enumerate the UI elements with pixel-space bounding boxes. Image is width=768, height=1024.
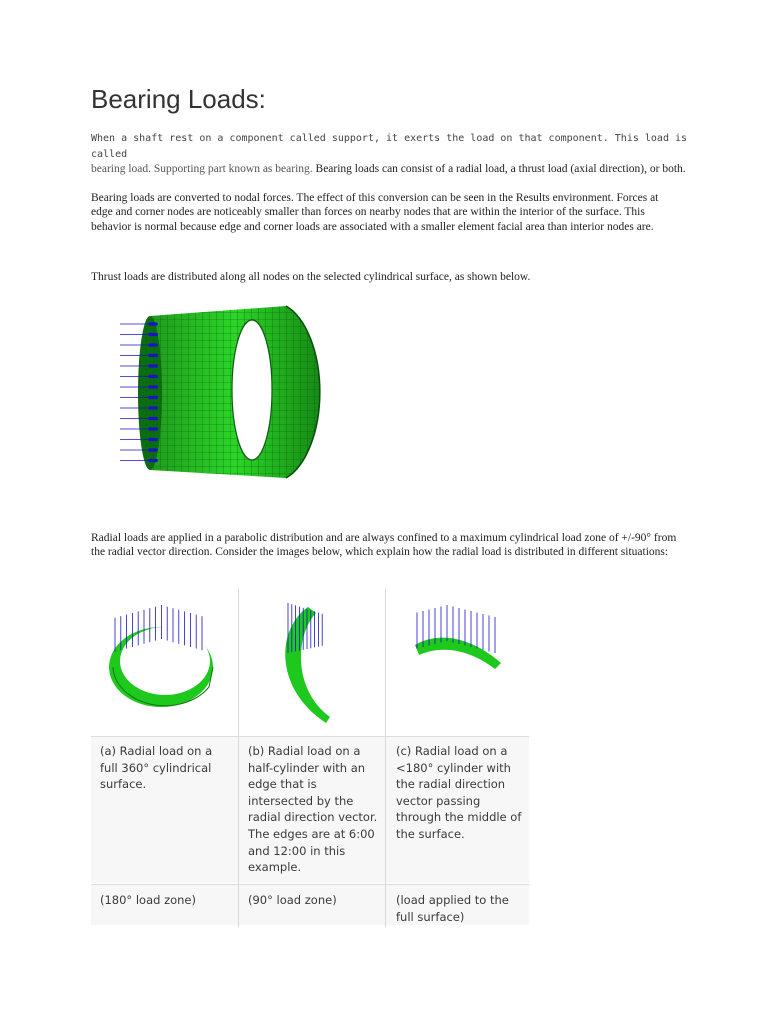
force-node (155, 333, 158, 336)
force-node (155, 449, 158, 452)
thrust-loads-paragraph: Thrust loads are distributed along all nodes on the selected cylindrical surface, as shown below. (91, 271, 531, 283)
zone-b: (90° load zone) (248, 893, 337, 907)
caption-a: (a) Radial load on a full 360° cylindrical surface. (100, 744, 213, 792)
force-node (155, 428, 158, 431)
zone-a: (180° load zone) (100, 893, 196, 907)
force-node (155, 323, 158, 326)
partial-cylinder-radial-load-image (409, 601, 509, 681)
table-rule-1 (91, 736, 529, 737)
intro-text-bearing-loads: Bearing loads can consist of a radial load, a thrust load (axial direction), or both. (312, 163, 686, 175)
page-title: Bearing Loads: (91, 84, 266, 114)
intro-paragraph (91, 131, 691, 177)
zone-c: (load applied to the full surface) (396, 893, 509, 924)
half-cylinder-radial-load-image (266, 599, 356, 727)
caption-b: (b) Radial load on a half-cylinder with an edge that is intersected by the radial direction vector. The edges are at 6:00 and 12:00 in this example. (248, 744, 378, 875)
force-node (155, 354, 158, 357)
force-node (155, 407, 158, 410)
full-cylinder-radial-load-image (101, 597, 221, 725)
table-divider-2 (385, 589, 386, 927)
intro-text-typewriter: When a shaft rest on a component called support, it exerts the load on that component. This load is called (91, 133, 688, 160)
radial-load-table (91, 589, 529, 927)
table-rule-2 (91, 884, 529, 885)
force-node (155, 375, 158, 378)
caption-c: (c) Radial load on a <180° cylinder with the radial direction vector passing through the middle of the surface. (396, 744, 522, 841)
force-node (155, 459, 158, 462)
intro-text-supporting: bearing load. Supporting part known as bearing. (91, 163, 313, 175)
force-node (155, 344, 158, 347)
nodal-forces-paragraph: Bearing loads are converted to nodal forces. The effect of this conversion can be seen in the Results environment. Forces at edge and corner nodes are noticeably smaller than forces on nearby nodes that are within the interior of the surface. This behavior is normal because edge and corner loads are associated with a smaller element facial area than interior nodes are. (91, 192, 659, 233)
table-divider-1 (238, 589, 239, 927)
thrust-load-cylinder-figure (118, 298, 348, 483)
radial-loads-paragraph: Radial loads are applied in a parabolic distribution and are always confined to a maximum cylindrical load zone of +/-90° from the radial vector direction. Consider the images below, which explain how the radial load is distributed in different situations: (91, 532, 677, 559)
force-node (155, 386, 158, 389)
force-node (155, 417, 158, 420)
force-node (155, 365, 158, 368)
force-node (155, 396, 158, 399)
force-node (155, 438, 158, 441)
